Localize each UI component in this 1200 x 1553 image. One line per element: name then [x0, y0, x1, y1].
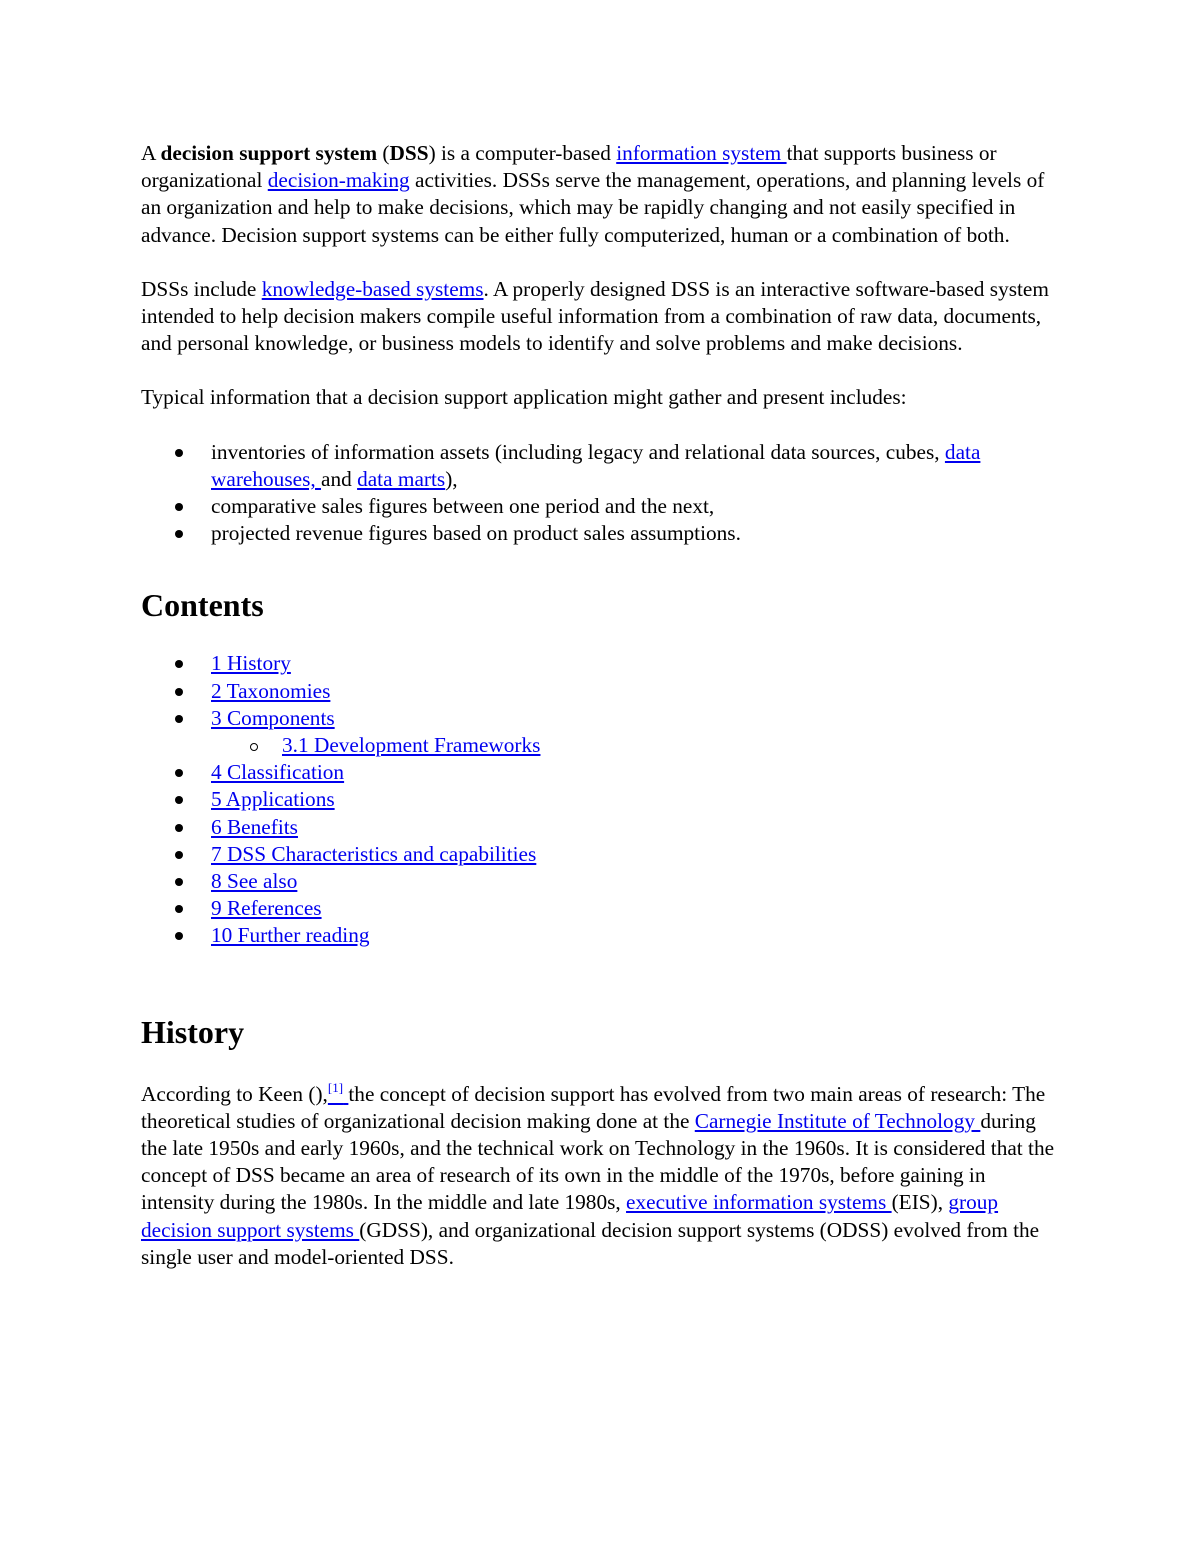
toc-link-references[interactable]: 9 References: [211, 896, 322, 921]
intro-text-3: ) is a computer-based: [428, 141, 617, 165]
history-text-3: during the late 1950s and early 1960s, and the technical work on Technology in the 1960s. It is considered that the concept of DSS became an area of research of its own in the middle of the 1970s, before gaining in intensity during the 1980s. In the middle and late 1980s,: [141, 1108, 1055, 1215]
toc-item-references: [211, 895, 1059, 922]
intro-text-5: activities. DSSs serve the management, operations, and planning levels of an organization and help to make decisions, which may be rapidly changing and not easily specified in advance. Decision support systems can be either fully computerized, human or a combination of both.: [141, 168, 1045, 247]
toc-item-see-also: [211, 868, 1059, 895]
document-page: [141, 140, 1059, 1271]
link-information-system[interactable]: information system: [616, 141, 787, 165]
term-decision-support-system: decision support system: [160, 141, 378, 165]
toc-item-taxonomies: [211, 678, 1059, 705]
history-text-4: (EIS),: [891, 1190, 949, 1215]
toc-link-benefits[interactable]: 6 Benefits: [211, 814, 298, 839]
information-bullet-list: [141, 439, 1059, 548]
intro-paragraph: [141, 140, 1059, 249]
link-data-marts[interactable]: data marts: [357, 466, 446, 491]
para2-text-1: DSSs include: [141, 276, 262, 301]
term-dss: DSS: [389, 141, 429, 165]
link-knowledge-based-systems[interactable]: knowledge-based systems: [261, 276, 484, 301]
link-carnegie-institute[interactable]: Carnegie Institute of Technology: [694, 1108, 981, 1133]
link-group-decision-support-systems[interactable]: group decision support systems: [141, 1190, 999, 1242]
toc-item-dss-characteristics: [211, 841, 1059, 868]
link-decision-making[interactable]: decision-making: [267, 168, 410, 193]
toc-item-components: [211, 705, 1059, 759]
list-item: projected revenue figures based on product sales assumptions.: [211, 520, 1059, 547]
history-text-1: According to Keen (),: [141, 1081, 328, 1106]
toc-sublist: [211, 732, 1059, 759]
history-paragraph: [141, 1081, 1059, 1271]
typical-information-paragraph: Typical information that a decision support application might gather and present includes:: [141, 385, 907, 410]
toc-item-history: [211, 650, 1059, 677]
toc-item-classification: [211, 759, 1059, 786]
list-item: comparative sales figures between one period and the next,: [211, 493, 1059, 520]
dss-knowledge-paragraph: [141, 276, 1059, 358]
intro-text-2: (: [377, 141, 390, 165]
toc-item-benefits: [211, 814, 1059, 841]
toc-link-further-reading[interactable]: 10 Further reading: [211, 923, 370, 948]
history-text-2: the concept of decision support has evolved from two main areas of research: The theoretical studies of organizational decision making done at the: [141, 1081, 1046, 1133]
link-executive-information-systems[interactable]: executive information systems: [626, 1190, 892, 1215]
bullet1-text-2: and: [321, 466, 358, 491]
para2-text-2: . A properly designed DSS is an interactive software-based system intended to help decision makers compile useful information from a combination of raw data, documents, and personal knowledge, or business models to identify and solve problems and make decisions.: [141, 276, 1049, 356]
toc-link-history[interactable]: 1 History: [211, 651, 291, 676]
toc-link-see-also[interactable]: 8 See also: [211, 869, 298, 894]
link-data-warehouses[interactable]: data warehouses,: [211, 439, 981, 491]
bullet1-text-1: inventories of information assets (including legacy and relational data sources, cubes,: [211, 439, 945, 464]
history-text-5: (GDSS), and organizational decision support systems (ODSS) evolved from the single user and model-oriented DSS.: [141, 1217, 1040, 1269]
table-of-contents: [141, 650, 1059, 949]
intro-text-1: A: [141, 141, 161, 165]
contents-heading: Contents: [141, 587, 264, 624]
toc-link-classification[interactable]: 4 Classification: [211, 760, 345, 785]
list-item: [211, 439, 1059, 493]
toc-link-development-frameworks[interactable]: 3.1 Development Frameworks: [282, 733, 541, 758]
toc-link-applications[interactable]: 5 Applications: [211, 787, 335, 812]
toc-link-dss-characteristics[interactable]: 7 DSS Characteristics and capabilities: [211, 841, 537, 866]
citation-link-1[interactable]: [327, 1079, 349, 1106]
history-heading: History: [141, 1013, 245, 1050]
toc-item-applications: [211, 786, 1059, 813]
toc-item-development-frameworks: [282, 732, 1059, 759]
toc-link-taxonomies[interactable]: 2 Taxonomies: [211, 678, 331, 703]
bullet1-text-3: ),: [445, 466, 458, 491]
toc-item-further-reading: [211, 922, 1059, 949]
intro-text-4: that supports business or organizational: [141, 141, 997, 193]
toc-link-components[interactable]: 3 Components: [211, 705, 335, 730]
citation-ref: [1]: [327, 1079, 344, 1095]
